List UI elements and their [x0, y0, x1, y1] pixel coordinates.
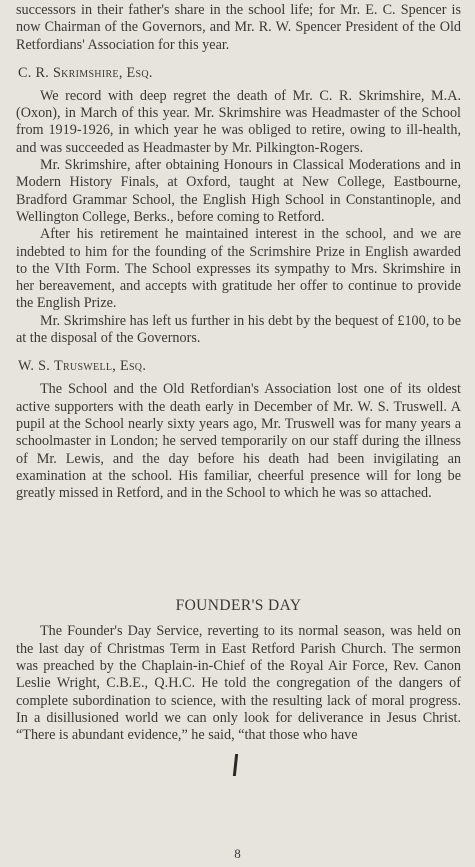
intro-paragraph: successors in their father's share in the school life; for Mr. E. C. Spencer is now Chairman of the Governors, and Mr. R. W. Spencer President of the Old Retfordians' Association for this year.	[16, 2, 461, 53]
skrimshire-paragraph: Mr. Skrimshire, after obtaining Honours in Classical Moderations and in Modern History Finals, at Oxford, taught at New College, Eastbourne, Bradford Grammar School, the English High School in Constantinople, and Wellington College, Berks., before coming to Retford.	[16, 157, 461, 225]
skrimshire-paragraph: Mr. Skrimshire has left us further in his debt by the bequest of £100, to be at the disposal of the Governors.	[16, 312, 461, 347]
truswell-heading-suffix: , Esq.	[112, 358, 147, 375]
skrimshire-heading-suffix: , Esq.	[118, 64, 153, 81]
truswell-heading	[18, 358, 461, 375]
scan-artifact-mark	[233, 754, 238, 776]
skrimshire-paragraph: We record with deep regret the death of Mr. C. R. Skrimshire, M.A. (Oxon), in March of this year. Mr. Skrimshire was Headmaster of the School from 1919-1926, in which year he was obliged to retire, owing to ill-health, and was succeeded as Headmaster by Mr. Pilkington-Rogers.	[16, 87, 461, 156]
skrimshire-paragraph: After his retirement he maintained interest in the school, and we are indebted to him for the founding of the Scrimshire Prize in English awarded to the VIth Form. The School expresses its sympathy to Mrs. Skrimshire in her bereavement, and accepts with gratitude her offer to continue to provide the English Prize.	[16, 226, 461, 312]
skrimshire-heading-initials: C. R.	[18, 64, 50, 81]
skrimshire-heading	[18, 65, 461, 82]
truswell-paragraph: The School and the Old Retfordian's Association lost one of its oldest active supporters with the death early in December of Mr. W. S. Truswell. A pupil at the School nearly sixty years ago, Mr. Truswell was for many years a schoolmaster in London; he served temporarily on our staff during the illness of Mr. Lewis, and the day before his death had been invigilating an examination at the school. His familiar, cheerful presence will for long be greatly missed in Retford, and in the School to which he was so attached.	[16, 381, 461, 502]
truswell-heading-initials: W. S.	[18, 358, 51, 375]
page-number: 8	[234, 846, 241, 861]
document-page	[0, 2, 475, 867]
founders-day-title: FOUNDER'S DAY	[175, 597, 302, 615]
truswell-heading-surname: Truswell	[53, 358, 113, 375]
founders-day-paragraph: The Founder's Day Service, reverting to its normal season, was held on the last day of Christmas Term in East Retford Parish Church. The sermon was preached by the Chaplain-in-Chief of the Royal Air Force, Rev. Canon Leslie Wright, C.B.E., Q.H.C. He told the congregation of the dangers of complete subordination to science, with the resulting lack of moral progress. In a disillusioned world we can only look for deliverance in Jesus Christ. “There is abundant evidence,” he said, “that those who have	[16, 623, 461, 744]
skrimshire-heading-surname: Skrimshire	[52, 64, 119, 81]
